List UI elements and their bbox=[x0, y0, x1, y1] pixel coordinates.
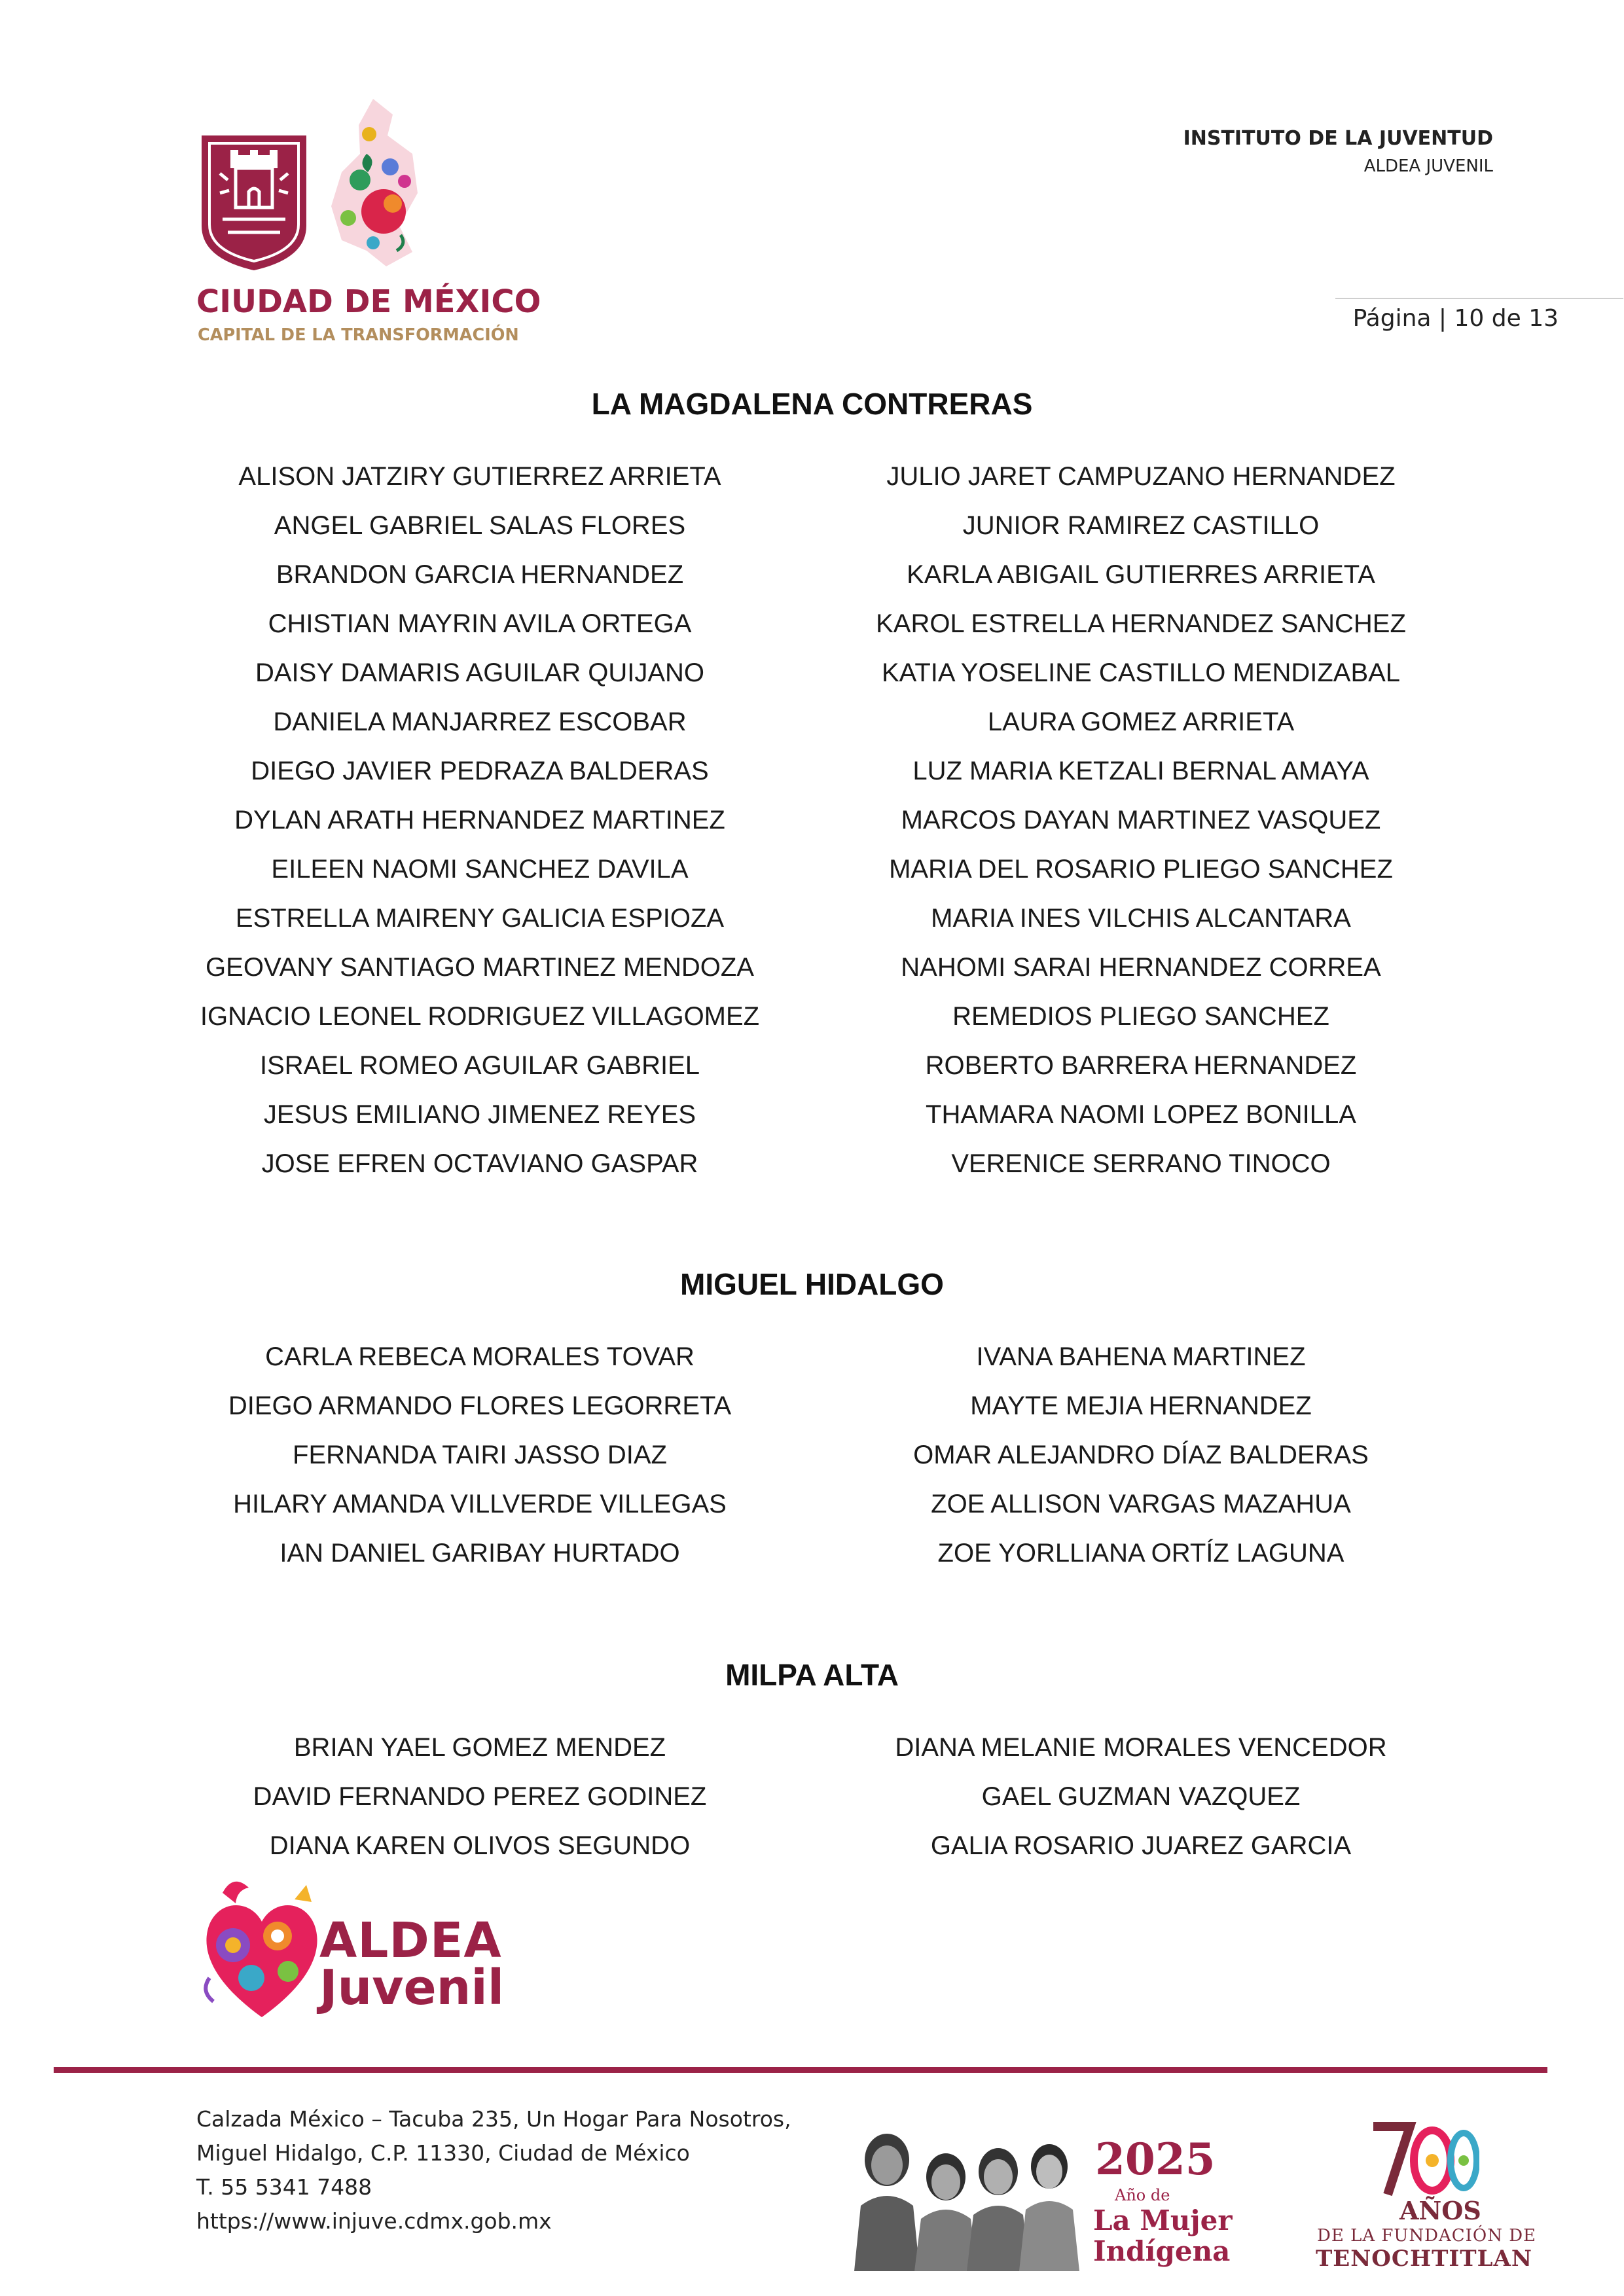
list-item: CHISTIAN MAYRIN AVILA ORTEGA bbox=[268, 609, 692, 638]
list-item: NAHOMI SARAI HERNANDEZ CORREA bbox=[901, 953, 1381, 982]
cdmx-logo bbox=[196, 95, 541, 357]
list-item: DIEGO JAVIER PEDRAZA BALDERAS bbox=[251, 757, 709, 785]
footer-address bbox=[196, 2102, 791, 2238]
list-item: IVANA BAHENA MARTINEZ bbox=[976, 1342, 1306, 1371]
list-item: DYLAN ARATH HERNANDEZ MARTINEZ bbox=[234, 806, 725, 834]
list-item: ALISON JATZIRY GUTIERREZ ARRIETA bbox=[238, 462, 721, 491]
indigenous-women-illustration-icon bbox=[841, 2114, 1090, 2271]
list-item: LAURA GOMEZ ARRIETA bbox=[987, 708, 1295, 736]
name-list-left bbox=[153, 1723, 807, 1871]
institution-header bbox=[1183, 127, 1493, 176]
list-item: JULIO JARET CAMPUZANO HERNANDEZ bbox=[886, 462, 1396, 491]
footer-divider bbox=[54, 2067, 1547, 2073]
phone-line: T. 55 5341 7488 bbox=[196, 2174, 372, 2200]
name-list-right bbox=[814, 1333, 1468, 1578]
anniversary-anos: AÑOS bbox=[1399, 2196, 1481, 2225]
page-rule bbox=[1335, 298, 1623, 299]
name-list-right bbox=[814, 1723, 1468, 1871]
list-item: DIEGO ARMANDO FLORES LEGORRETA bbox=[228, 1391, 732, 1420]
logo-subtitle: CAPITAL DE LA TRANSFORMACIÓN bbox=[198, 325, 519, 345]
list-item: FERNANDA TAIRI JASSO DIAZ bbox=[293, 1441, 667, 1469]
aldea-juvenil-logo bbox=[196, 1873, 511, 2027]
coat-of-arms-icon bbox=[196, 95, 537, 278]
list-item: KATIA YOSELINE CASTILLO MENDIZABAL bbox=[881, 658, 1401, 687]
aldea-logo-line2: Juvenil bbox=[319, 1960, 505, 2016]
year-number: 2025 bbox=[1095, 2134, 1216, 2185]
list-item: LUZ MARIA KETZALI BERNAL AMAYA bbox=[912, 757, 1369, 785]
aldea-logo-line1: ALDEA bbox=[319, 1912, 502, 1969]
mujer-indigena-badge bbox=[841, 2114, 1233, 2271]
page-number: Página | 10 de 13 bbox=[1352, 305, 1559, 332]
address-line: Calzada México – Tacuba 235, Un Hogar Para Nosotros, bbox=[196, 2106, 791, 2132]
list-item: MAYTE MEJIA HERNANDEZ bbox=[970, 1391, 1312, 1420]
anniversary-caption: DE LA FUNDACIÓN DE bbox=[1317, 2226, 1537, 2246]
list-item: BRIAN YAEL GOMEZ MENDEZ bbox=[293, 1733, 666, 1762]
anniversary-700-icon bbox=[1368, 2117, 1479, 2199]
list-item: IGNACIO LEONEL RODRIGUEZ VILLAGOMEZ bbox=[200, 1002, 760, 1031]
list-item: CARLA REBECA MORALES TOVAR bbox=[265, 1342, 695, 1371]
list-item: ISRAEL ROMEO AGUILAR GABRIEL bbox=[259, 1051, 700, 1080]
list-item: JESUS EMILIANO JIMENEZ REYES bbox=[263, 1100, 696, 1129]
list-item: VERENICE SERRANO TINOCO bbox=[951, 1149, 1331, 1178]
list-item: ESTRELLA MAIRENY GALICIA ESPIOZA bbox=[235, 904, 725, 933]
list-item: DANIELA MANJARREZ ESCOBAR bbox=[273, 708, 687, 736]
name-list-right bbox=[814, 452, 1468, 1189]
list-item: REMEDIOS PLIEGO SANCHEZ bbox=[952, 1002, 1329, 1031]
list-item: ANGEL GABRIEL SALAS FLORES bbox=[274, 511, 686, 540]
list-item: ZOE ALLISON VARGAS MAZAHUA bbox=[931, 1490, 1351, 1518]
list-item: JOSE EFREN OCTAVIANO GASPAR bbox=[261, 1149, 698, 1178]
list-item: THAMARA NAOMI LOPEZ BONILLA bbox=[926, 1100, 1356, 1129]
list-item: EILEEN NAOMI SANCHEZ DAVILA bbox=[271, 855, 689, 884]
year-caption: La Mujer bbox=[1093, 2204, 1233, 2236]
address-line: Miguel Hidalgo, C.P. 11330, Ciudad de México bbox=[196, 2140, 690, 2166]
list-item: GEOVANY SANTIAGO MARTINEZ MENDOZA bbox=[206, 953, 754, 982]
list-item: DIANA KAREN OLIVOS SEGUNDO bbox=[269, 1831, 691, 1860]
anniversary-caption: TENOCHTITLAN bbox=[1316, 2246, 1532, 2272]
list-item: GAEL GUZMAN VAZQUEZ bbox=[981, 1782, 1301, 1811]
list-item: ZOE YORLLIANA ORTÍZ LAGUNA bbox=[937, 1539, 1344, 1568]
name-list-left bbox=[153, 452, 807, 1189]
year-caption: Indígena bbox=[1093, 2235, 1231, 2267]
website-link[interactable]: https://www.injuve.cdmx.gob.mx bbox=[196, 2208, 552, 2234]
list-item: JUNIOR RAMIREZ CASTILLO bbox=[962, 511, 1320, 540]
list-item: OMAR ALEJANDRO DÍAZ BALDERAS bbox=[913, 1441, 1369, 1469]
year-caption: Año de bbox=[1115, 2186, 1170, 2204]
tenochtitlan-anniversary-logo bbox=[1316, 2117, 1537, 2274]
section-title-miguel-hidalgo: MIGUEL HIDALGO bbox=[680, 1267, 944, 1301]
list-item: HILARY AMANDA VILLVERDE VILLEGAS bbox=[233, 1490, 727, 1518]
list-item: BRANDON GARCIA HERNANDEZ bbox=[276, 560, 684, 589]
list-item: MARIA DEL ROSARIO PLIEGO SANCHEZ bbox=[889, 855, 1393, 884]
list-item: ROBERTO BARRERA HERNANDEZ bbox=[925, 1051, 1357, 1080]
list-item: KARLA ABIGAIL GUTIERRES ARRIETA bbox=[907, 560, 1375, 589]
list-item: DAVID FERNANDO PEREZ GODINEZ bbox=[253, 1782, 707, 1811]
section-title-magdalena-contreras: LA MAGDALENA CONTRERAS bbox=[591, 387, 1033, 421]
list-item: DAISY DAMARIS AGUILAR QUIJANO bbox=[255, 658, 705, 687]
list-item: MARCOS DAYAN MARTINEZ VASQUEZ bbox=[901, 806, 1381, 834]
section-title-milpa-alta: MILPA ALTA bbox=[725, 1658, 899, 1692]
list-item: MARIA INES VILCHIS ALCANTARA bbox=[931, 904, 1351, 933]
institution-name: INSTITUTO DE LA JUVENTUD bbox=[1183, 127, 1493, 150]
heart-emblem-icon bbox=[196, 1873, 327, 2027]
department-name: ALDEA JUVENIL bbox=[1363, 156, 1493, 176]
name-list-left bbox=[153, 1333, 807, 1578]
list-item: GALIA ROSARIO JUAREZ GARCIA bbox=[930, 1831, 1352, 1860]
list-item: IAN DANIEL GARIBAY HURTADO bbox=[280, 1539, 680, 1568]
logo-title: CIUDAD DE MÉXICO bbox=[196, 283, 541, 320]
list-item: DIANA MELANIE MORALES VENCEDOR bbox=[895, 1733, 1387, 1762]
list-item: KAROL ESTRELLA HERNANDEZ SANCHEZ bbox=[876, 609, 1406, 638]
